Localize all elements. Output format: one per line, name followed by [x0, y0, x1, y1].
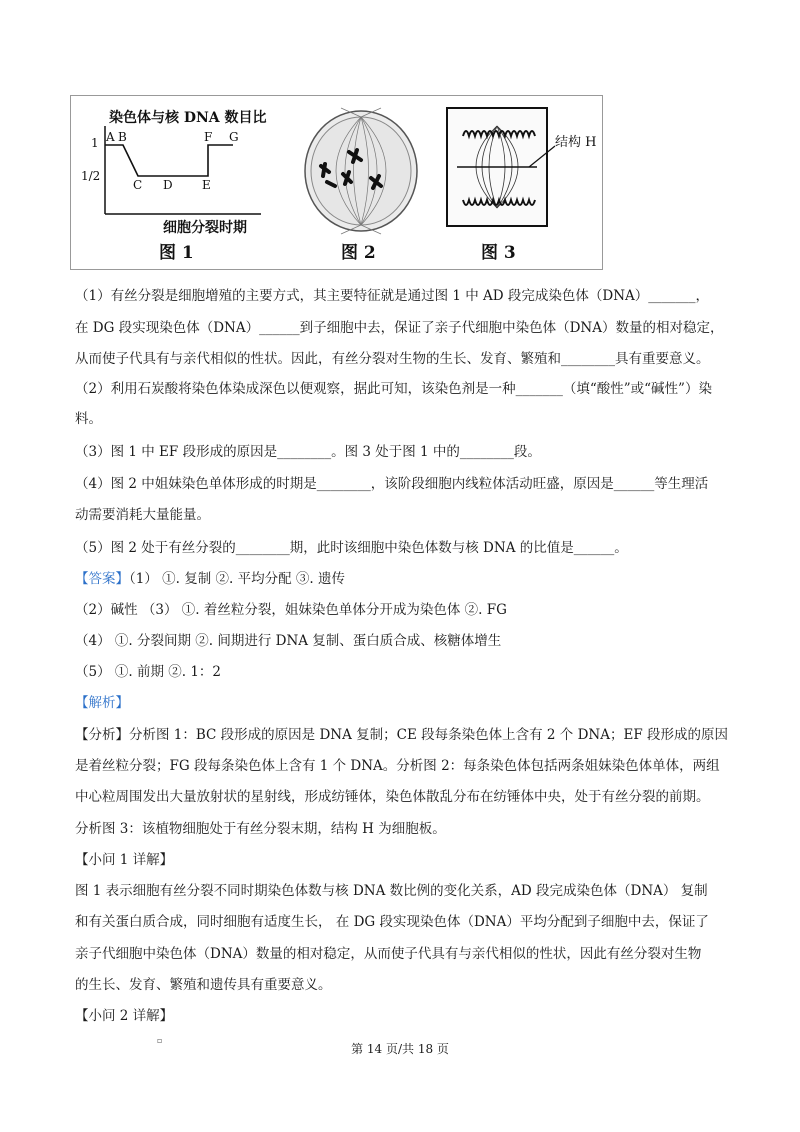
fig1-x-label: 细胞分裂时期: [163, 220, 247, 236]
analysis-line-4: 分析图 3：该植物细胞处于有丝分裂末期，结构 H 为细胞板。: [75, 821, 446, 837]
answer-1: （1） ①. 复制 ②. 平均分配 ③. 遗传: [129, 571, 345, 587]
q1-line-3: 从而使子代具有与亲代相似的性状。因此，有丝分裂对生物的生长、发育、繁殖和________具有重要意义。: [75, 351, 710, 367]
fig1-ytick-half: 1/2: [81, 169, 101, 183]
analysis-line-2: 是着丝粒分裂；FG 段每条染色体上含有 1 个 DNA。分析图 2：每条染色体包括两条姐妹染色体单体，两组: [75, 758, 720, 774]
fig1-caption: 图 1: [159, 243, 194, 263]
fig3-caption: 图 3: [481, 243, 516, 263]
detail-line-2: 和有关蛋白质合成，同时细胞有适度生长， 在 DG 段实现染色体（DNA）平均分配到子细胞中去，保证了: [75, 914, 709, 930]
figure-1-chart: [71, 96, 271, 269]
detail-line-4: 的生长、发育、繁殖和遗传具有重要意义。: [75, 977, 332, 993]
fig1-title: 染色体与核 DNA 数目比: [109, 110, 267, 126]
footer-mark: ▫: [157, 1036, 163, 1045]
detail-line-1: 图 1 表示细胞有丝分裂不同时期染色体数与核 DNA 数比例的变化关系，AD 段完成染色体（DNA） 复制: [75, 883, 708, 899]
figure-panel: [70, 95, 603, 270]
fig1-point-g: G: [229, 130, 239, 144]
answer-tag: 【答案】: [75, 571, 129, 587]
page-number: 第 14 页/共 18 页: [351, 1042, 449, 1056]
answer-line-1: [75, 571, 345, 587]
answer-5: （5） ①. 前期 ②. 1：2: [75, 664, 222, 680]
q4-line-1: （4）图 2 中姐妹染色单体形成的时期是________，该阶段细胞内线粒体活动旺盛，原因是______等生理活: [75, 476, 709, 492]
fig1-point-d: D: [163, 178, 173, 192]
q1-line-2: 在 DG 段实现染色体（DNA）______到子细胞中去，保证了亲子代细胞中染色体（DNA）数量的相对稳定，: [75, 320, 724, 336]
analysis-line-3: 中心粒周围发出大量放射状的星射线，形成纺锤体，染色体散乱分布在纺锤体中央，处于有丝分裂的前期。: [75, 789, 710, 805]
fig2-caption: 图 2: [341, 243, 376, 263]
answer-4: （4） ①. 分裂间期 ②. 间期进行 DNA 复制、蛋白质合成、核糖体增生: [75, 633, 502, 649]
subquestion-2-heading: 【小问 2 详解】: [75, 1008, 174, 1024]
q2-line-2: 料。: [75, 411, 102, 427]
q4-line-2: 动需要消耗大量能量。: [75, 507, 210, 523]
analysis-line-1: 【分析】分析图 1：BC 段形成的原因是 DNA 复制；CE 段每条染色体上含有 2 个 DNA；EF 段形成的原因: [75, 727, 728, 743]
fig3-structure-label: 结构 H: [555, 135, 597, 150]
analysis-tag: 【解析】: [75, 695, 129, 711]
fig1-ytick-1: 1: [91, 136, 99, 150]
q2-line-1: （2）利用石炭酸将染色体染成深色以便观察，据此可知，该染色剂是一种_______（填“酸性”或“碱性”）染: [75, 381, 712, 397]
fig1-point-a: A: [106, 130, 115, 144]
fig1-point-c: C: [133, 178, 143, 192]
answer-2: （2）碱性 （3） ①. 着丝粒分裂，姐妹染色单体分开成为染色体 ②. FG: [75, 602, 507, 618]
figure-3-cell: [443, 96, 603, 269]
fig1-line: [105, 145, 233, 176]
q5-line: （5）图 2 处于有丝分裂的________期，此时该细胞中染色体数与核 DNA 的比值是______。: [75, 540, 628, 556]
figure-2-cell: [291, 96, 431, 269]
subquestion-1-heading: 【小问 1 详解】: [75, 852, 174, 868]
fig1-point-f: F: [204, 130, 213, 144]
detail-line-3: 亲子代细胞中染色体（DNA）数量的相对稳定，从而使子代具有与亲代相似的性状，因此有丝分裂对生物: [75, 946, 702, 962]
fig1-point-b: B: [118, 130, 127, 144]
q3-line: （3）图 1 中 EF 段形成的原因是________。图 3 处于图 1 中的________段。: [75, 444, 541, 460]
fig1-point-e: E: [202, 178, 211, 192]
q1-line-1: （1）有丝分裂是细胞增殖的主要方式，其主要特征就是通过图 1 中 AD 段完成染色体（DNA）_______，: [75, 288, 710, 304]
